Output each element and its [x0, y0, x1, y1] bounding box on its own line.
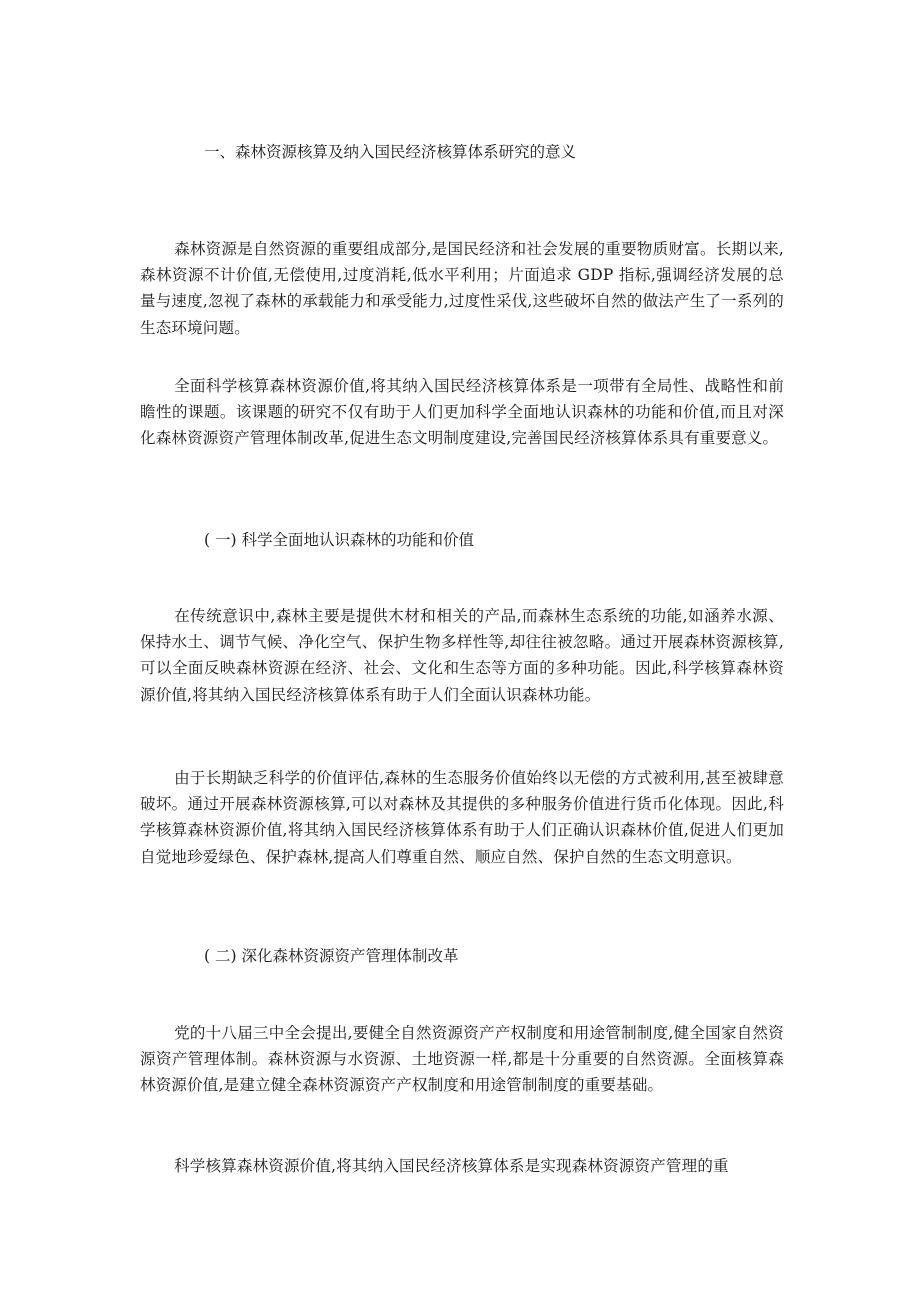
- paragraph-2: 全面科学核算森林资源价值,将其纳入国民经济核算体系是一项带有全局性、战略性和前瞻性的课题。该课题的研究不仅有助于人们更加科学全面地认识森林的功能和价值,而且对深化森林资源资产管理体制改革,促进生态文明制度建设,完善国民经济核算体系具有重要意义。: [140, 377, 784, 448]
- paragraph-1: 森林资源是自然资源的重要组成部分,是国民经济和社会发展的重要物质财富。长期以来,森林资源不计价值,无偿使用,过度消耗,低水平利用；片面追求 GDP 指标,强调经济发展的总量与速度,忽视了森林的承载能力和承受能力,过度性采伐,这些破坏自然的做法产生了一系列的生态环境问题。: [140, 240, 784, 337]
- paragraph-6: 科学核算森林资源价值,将其纳入国民经济核算体系是实现森林资源资产管理的重: [174, 1157, 729, 1175]
- paragraph-4: 由于长期缺乏科学的价值评估,森林的生态服务价值始终以无偿的方式被利用,甚至被肆意破坏。通过开展森林资源核算,可以对森林及其提供的多种服务价值进行货币化体现。因此,科学核算森林资源价值,将其纳入国民经济核算体系有助于人们正确认识森林价值,促进人们更加自觉地珍爱绿色、保护森林,提高人们尊重自然、顺应自然、保护自然的生态文明意识。: [140, 769, 784, 866]
- subsection-heading-1: ( 一) 科学全面地认识森林的功能和价值: [204, 531, 474, 549]
- subsection-heading-2: ( 二) 深化森林资源资产管理体制改革: [204, 947, 459, 965]
- paragraph-3: 在传统意识中,森林主要是提供木材和相关的产品,而森林生态系统的功能,如涵养水源、保持水土、调节气候、净化空气、保护生物多样性等,却往往被忽略。通过开展森林资源核算,可以全面反映森林资源在经济、社会、文化和生态等方面的多种功能。因此,科学核算森林资源价值,将其纳入国民经济核算体系有助于人们全面认识森林功能。: [140, 607, 784, 704]
- paragraph-5: 党的十八届三中全会提出,要健全自然资源资产产权制度和用途管制制度,健全国家自然资源资产管理体制。森林资源与水资源、土地资源一样,都是十分重要的自然资源。全面核算森林资源价值,是建立健全森林资源资产产权制度和用途管制制度的重要基础。: [140, 1024, 784, 1095]
- section-heading-1: 一、森林资源核算及纳入国民经济核算体系研究的意义: [204, 143, 577, 161]
